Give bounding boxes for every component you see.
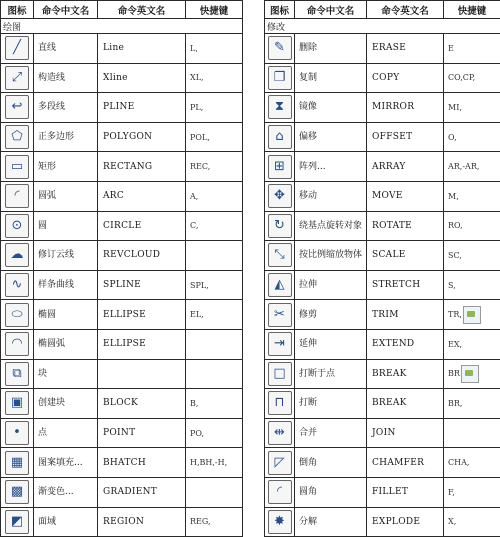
command-en-name: EXTEND: [367, 329, 444, 359]
icon-cell: [1, 122, 34, 152]
icon-cell: [265, 418, 295, 448]
gradient-icon: ▩: [5, 480, 29, 504]
fillet-icon: ◜: [268, 480, 292, 504]
command-en-name: POINT: [98, 418, 186, 448]
region-icon: ◩: [5, 510, 29, 534]
header-icon: 图标: [265, 1, 295, 19]
command-shortcut: [444, 270, 500, 300]
command-shortcut: [186, 329, 243, 359]
command-shortcut: [186, 181, 243, 211]
icon-cell: [265, 300, 295, 330]
xline-icon: ⤢: [5, 66, 29, 90]
command-shortcut: [444, 63, 500, 93]
command-cn-name: 样条曲线: [34, 270, 98, 300]
mirror-icon: ⧗: [268, 95, 292, 119]
command-cn-name: 圆角: [295, 477, 367, 507]
section-title: 绘图: [1, 19, 243, 34]
create-block-icon: ▣: [5, 391, 29, 415]
command-shortcut: [186, 389, 243, 419]
table-row: [1, 34, 243, 64]
broken-image-icon: [461, 365, 479, 383]
command-shortcut: [186, 477, 243, 507]
rectangle-icon: ▭: [5, 155, 29, 179]
command-cn-name: 偏移: [295, 122, 367, 152]
command-shortcut: [186, 152, 243, 182]
command-shortcut: [444, 507, 500, 537]
command-en-name: REGION: [98, 507, 186, 537]
command-en-name: BREAK: [367, 359, 444, 389]
command-cn-name: 打断于点: [295, 359, 367, 389]
shortcut-text: F,: [448, 488, 455, 497]
command-shortcut: [444, 389, 500, 419]
command-en-name: ERASE: [367, 34, 444, 64]
table-row: [265, 448, 500, 478]
icon-cell: [1, 477, 34, 507]
shortcut-text: CO,CP,: [448, 73, 475, 82]
command-cn-name: 直线: [34, 34, 98, 64]
icon-cell: [265, 241, 295, 271]
command-cn-name: 圆弧: [34, 181, 98, 211]
icon-cell: [1, 507, 34, 537]
icon-cell: [1, 300, 34, 330]
drawing-commands-table: [0, 0, 243, 537]
circle-icon: ⊙: [5, 214, 29, 238]
table-row: [1, 300, 243, 330]
command-en-name: BREAK: [367, 389, 444, 419]
icon-cell: [265, 211, 295, 241]
command-shortcut: [444, 241, 500, 271]
table-row: [1, 241, 243, 271]
command-en-name: MIRROR: [367, 93, 444, 123]
command-cn-name: 阵列...: [295, 152, 367, 182]
command-en-name: RECTANG: [98, 152, 186, 182]
shortcut-text: B,: [190, 399, 198, 408]
section-row: [265, 19, 500, 34]
table-row: [1, 359, 243, 389]
icon-cell: [265, 63, 295, 93]
command-cn-name: 复制: [295, 63, 367, 93]
icon-cell: [1, 359, 34, 389]
icon-cell: [1, 241, 34, 271]
erase-icon: ✎: [268, 36, 292, 60]
command-en-name: REVCLOUD: [98, 241, 186, 271]
command-cn-name: 创建块: [34, 389, 98, 419]
table-row: [265, 418, 500, 448]
table-row: [1, 507, 243, 537]
command-cn-name: 绕基点旋转对象: [295, 211, 367, 241]
icon-cell: [1, 389, 34, 419]
table-row: [1, 270, 243, 300]
command-en-name: STRETCH: [367, 270, 444, 300]
header-shortcut: 快捷键: [444, 1, 500, 19]
icon-cell: [265, 270, 295, 300]
command-shortcut: [444, 329, 500, 359]
command-shortcut: [444, 34, 500, 64]
table-row: [265, 93, 500, 123]
command-en-name: PLINE: [98, 93, 186, 123]
shortcut-text: MI,: [448, 103, 462, 112]
command-en-name: BHATCH: [98, 448, 186, 478]
command-shortcut: [444, 300, 500, 330]
shortcut-text: PO,: [190, 429, 204, 438]
command-en-name: ELLIPSE: [98, 300, 186, 330]
command-cn-name: 合并: [295, 418, 367, 448]
command-en-name: ROTATE: [367, 211, 444, 241]
icon-cell: [1, 34, 34, 64]
command-cn-name: 多段线: [34, 93, 98, 123]
command-cn-name: 修剪: [295, 300, 367, 330]
header-cn-name: 命令中文名: [295, 1, 367, 19]
command-shortcut: [186, 359, 243, 389]
trim-icon: ✂: [268, 303, 292, 327]
command-cn-name: 椭圆: [34, 300, 98, 330]
table-row: [265, 507, 500, 537]
shortcut-text: BR: [448, 369, 460, 378]
spline-icon: ∿: [5, 273, 29, 297]
table-row: [265, 211, 500, 241]
command-cn-name: 打断: [295, 389, 367, 419]
icon-cell: [1, 448, 34, 478]
command-shortcut: [186, 93, 243, 123]
command-cn-name: 块: [34, 359, 98, 389]
command-en-name: ARC: [98, 181, 186, 211]
array-icon: ⊞: [268, 155, 292, 179]
shortcut-text: L,: [190, 44, 198, 53]
command-cn-name: 拉伸: [295, 270, 367, 300]
rotate-icon: ↻: [268, 214, 292, 238]
insert-block-icon: ⧉: [5, 362, 29, 386]
icon-cell: [1, 152, 34, 182]
command-en-name: Xline: [98, 63, 186, 93]
section-title: 修改: [265, 19, 500, 34]
broken-image-icon: [463, 306, 481, 324]
command-shortcut: [186, 63, 243, 93]
command-shortcut: [186, 418, 243, 448]
extend-icon: ⇥: [268, 332, 292, 356]
header-row: [1, 1, 243, 19]
icon-cell: [265, 389, 295, 419]
command-en-name: SPLINE: [98, 270, 186, 300]
command-cn-name: 矩形: [34, 152, 98, 182]
command-cn-name: 删除: [295, 34, 367, 64]
pline-icon: ↩: [5, 95, 29, 119]
shortcut-text: REG,: [190, 517, 211, 526]
icon-cell: [265, 448, 295, 478]
line-icon: ╱: [5, 36, 29, 60]
icon-cell: [1, 270, 34, 300]
table-row: [1, 418, 243, 448]
point-icon: •: [5, 421, 29, 445]
command-shortcut: [186, 270, 243, 300]
shortcut-text: EX,: [448, 340, 462, 349]
shortcut-text: SC,: [448, 251, 462, 260]
shortcut-text: CHA,: [448, 458, 469, 467]
icon-cell: [265, 152, 295, 182]
explode-icon: ✸: [268, 510, 292, 534]
hatch-icon: ▦: [5, 451, 29, 475]
command-en-name: CHAMFER: [367, 448, 444, 478]
break-icon: ⊓: [268, 391, 292, 415]
table-row: [265, 300, 500, 330]
table-row: [1, 93, 243, 123]
command-en-name: EXPLODE: [367, 507, 444, 537]
table-row: [265, 122, 500, 152]
table-row: [1, 181, 243, 211]
command-en-name: GRADIENT: [98, 477, 186, 507]
command-cn-name: 倒角: [295, 448, 367, 478]
command-en-name: [98, 359, 186, 389]
command-shortcut: [444, 122, 500, 152]
shortcut-text: C,: [190, 221, 198, 230]
shortcut-text: SPL,: [190, 281, 209, 290]
command-shortcut: [186, 211, 243, 241]
table-row: [1, 211, 243, 241]
icon-cell: [1, 93, 34, 123]
shortcut-text: E: [448, 44, 454, 53]
command-cn-name: 渐变色...: [34, 477, 98, 507]
table-row: [1, 63, 243, 93]
command-cn-name: 构造线: [34, 63, 98, 93]
header-en-name: 命令英文名: [98, 1, 186, 19]
header-icon: 图标: [1, 1, 34, 19]
shortcut-text: H,BH,-H,: [190, 458, 227, 467]
icon-cell: [265, 122, 295, 152]
icon-cell: [265, 329, 295, 359]
table-row: [1, 122, 243, 152]
command-shortcut: [186, 34, 243, 64]
command-shortcut: [186, 448, 243, 478]
icon-cell: [1, 63, 34, 93]
command-shortcut: [186, 241, 243, 271]
command-shortcut: [186, 507, 243, 537]
ellipse-icon: ⬭: [5, 303, 29, 327]
command-en-name: CIRCLE: [98, 211, 186, 241]
table-row: [1, 329, 243, 359]
section-row: [1, 19, 243, 34]
command-cn-name: 正多边形: [34, 122, 98, 152]
move-icon: ✥: [268, 184, 292, 208]
command-cn-name: 按比例缩放物体: [295, 241, 367, 271]
table-row: [1, 152, 243, 182]
table-row: [265, 152, 500, 182]
command-en-name: MOVE: [367, 181, 444, 211]
shortcut-text: REC,: [190, 162, 210, 171]
command-en-name: COPY: [367, 63, 444, 93]
command-shortcut: [444, 152, 500, 182]
shortcut-text: O,: [448, 133, 457, 142]
modify-commands-table: [264, 0, 500, 537]
header-row: [265, 1, 500, 19]
command-cn-name: 圆: [34, 211, 98, 241]
command-en-name: POLYGON: [98, 122, 186, 152]
command-shortcut: [186, 300, 243, 330]
table-row: [265, 270, 500, 300]
shortcut-text: RO,: [448, 221, 463, 230]
icon-cell: [265, 359, 295, 389]
table-row: [265, 181, 500, 211]
command-shortcut: [444, 181, 500, 211]
command-shortcut: [444, 448, 500, 478]
shortcut-text: A,: [190, 192, 198, 201]
command-shortcut: [444, 211, 500, 241]
command-cn-name: 点: [34, 418, 98, 448]
command-cn-name: 面域: [34, 507, 98, 537]
command-shortcut: [444, 93, 500, 123]
command-cn-name: 移动: [295, 181, 367, 211]
polygon-icon: ⬠: [5, 125, 29, 149]
table-row: [265, 359, 500, 389]
icon-cell: [265, 93, 295, 123]
command-shortcut: [186, 122, 243, 152]
icon-cell: [1, 418, 34, 448]
table-row: [265, 241, 500, 271]
command-en-name: FILLET: [367, 477, 444, 507]
command-en-name: JOIN: [367, 418, 444, 448]
icon-cell: [1, 211, 34, 241]
elliptical-arc-icon: ◠: [5, 332, 29, 356]
command-shortcut: [444, 359, 500, 389]
command-en-name: ARRAY: [367, 152, 444, 182]
offset-icon: ⌂: [268, 125, 292, 149]
shortcut-text: S,: [448, 281, 456, 290]
table-row: [1, 389, 243, 419]
command-cn-name: 图案填充...: [34, 448, 98, 478]
header-en-name: 命令英文名: [367, 1, 444, 19]
arc-icon: ◜: [5, 184, 29, 208]
header-shortcut: 快捷键: [186, 1, 243, 19]
icon-cell: [265, 507, 295, 537]
table-row: [265, 389, 500, 419]
shortcut-text: AR,-AR,: [448, 162, 479, 171]
table-row: [265, 34, 500, 64]
command-cn-name: 修订云线: [34, 241, 98, 271]
header-cn-name: 命令中文名: [34, 1, 98, 19]
revcloud-icon: ☁: [5, 243, 29, 267]
shortcut-text: XL,: [190, 73, 204, 82]
icon-cell: [265, 477, 295, 507]
shortcut-text: POL,: [190, 133, 210, 142]
table-row: [1, 448, 243, 478]
command-en-name: Line: [98, 34, 186, 64]
shortcut-text: TR,: [448, 310, 462, 319]
icon-cell: [1, 181, 34, 211]
icon-cell: [265, 181, 295, 211]
icon-cell: [265, 34, 295, 64]
command-cn-name: 椭圆弧: [34, 329, 98, 359]
command-en-name: OFFSET: [367, 122, 444, 152]
scale-icon: ⤡: [268, 243, 292, 267]
table-row: [265, 477, 500, 507]
copy-icon: ❐: [268, 66, 292, 90]
command-shortcut: [444, 418, 500, 448]
command-cn-name: 镜像: [295, 93, 367, 123]
command-en-name: TRIM: [367, 300, 444, 330]
join-icon: ⇹: [268, 421, 292, 445]
shortcut-text: X,: [448, 517, 456, 526]
command-en-name: SCALE: [367, 241, 444, 271]
break-at-point-icon: □: [268, 362, 292, 386]
icon-cell: [1, 329, 34, 359]
command-cn-name: 分解: [295, 507, 367, 537]
shortcut-text: M,: [448, 192, 459, 201]
command-shortcut: [444, 477, 500, 507]
command-en-name: ELLIPSE: [98, 329, 186, 359]
stretch-icon: ◭: [268, 273, 292, 297]
table-row: [1, 477, 243, 507]
table-row: [265, 329, 500, 359]
command-cn-name: 延伸: [295, 329, 367, 359]
table-row: [265, 63, 500, 93]
command-en-name: BLOCK: [98, 389, 186, 419]
shortcut-text: PL,: [190, 103, 203, 112]
shortcut-text: EL,: [190, 310, 204, 319]
chamfer-icon: ◸: [268, 451, 292, 475]
shortcut-text: BR,: [448, 399, 462, 408]
